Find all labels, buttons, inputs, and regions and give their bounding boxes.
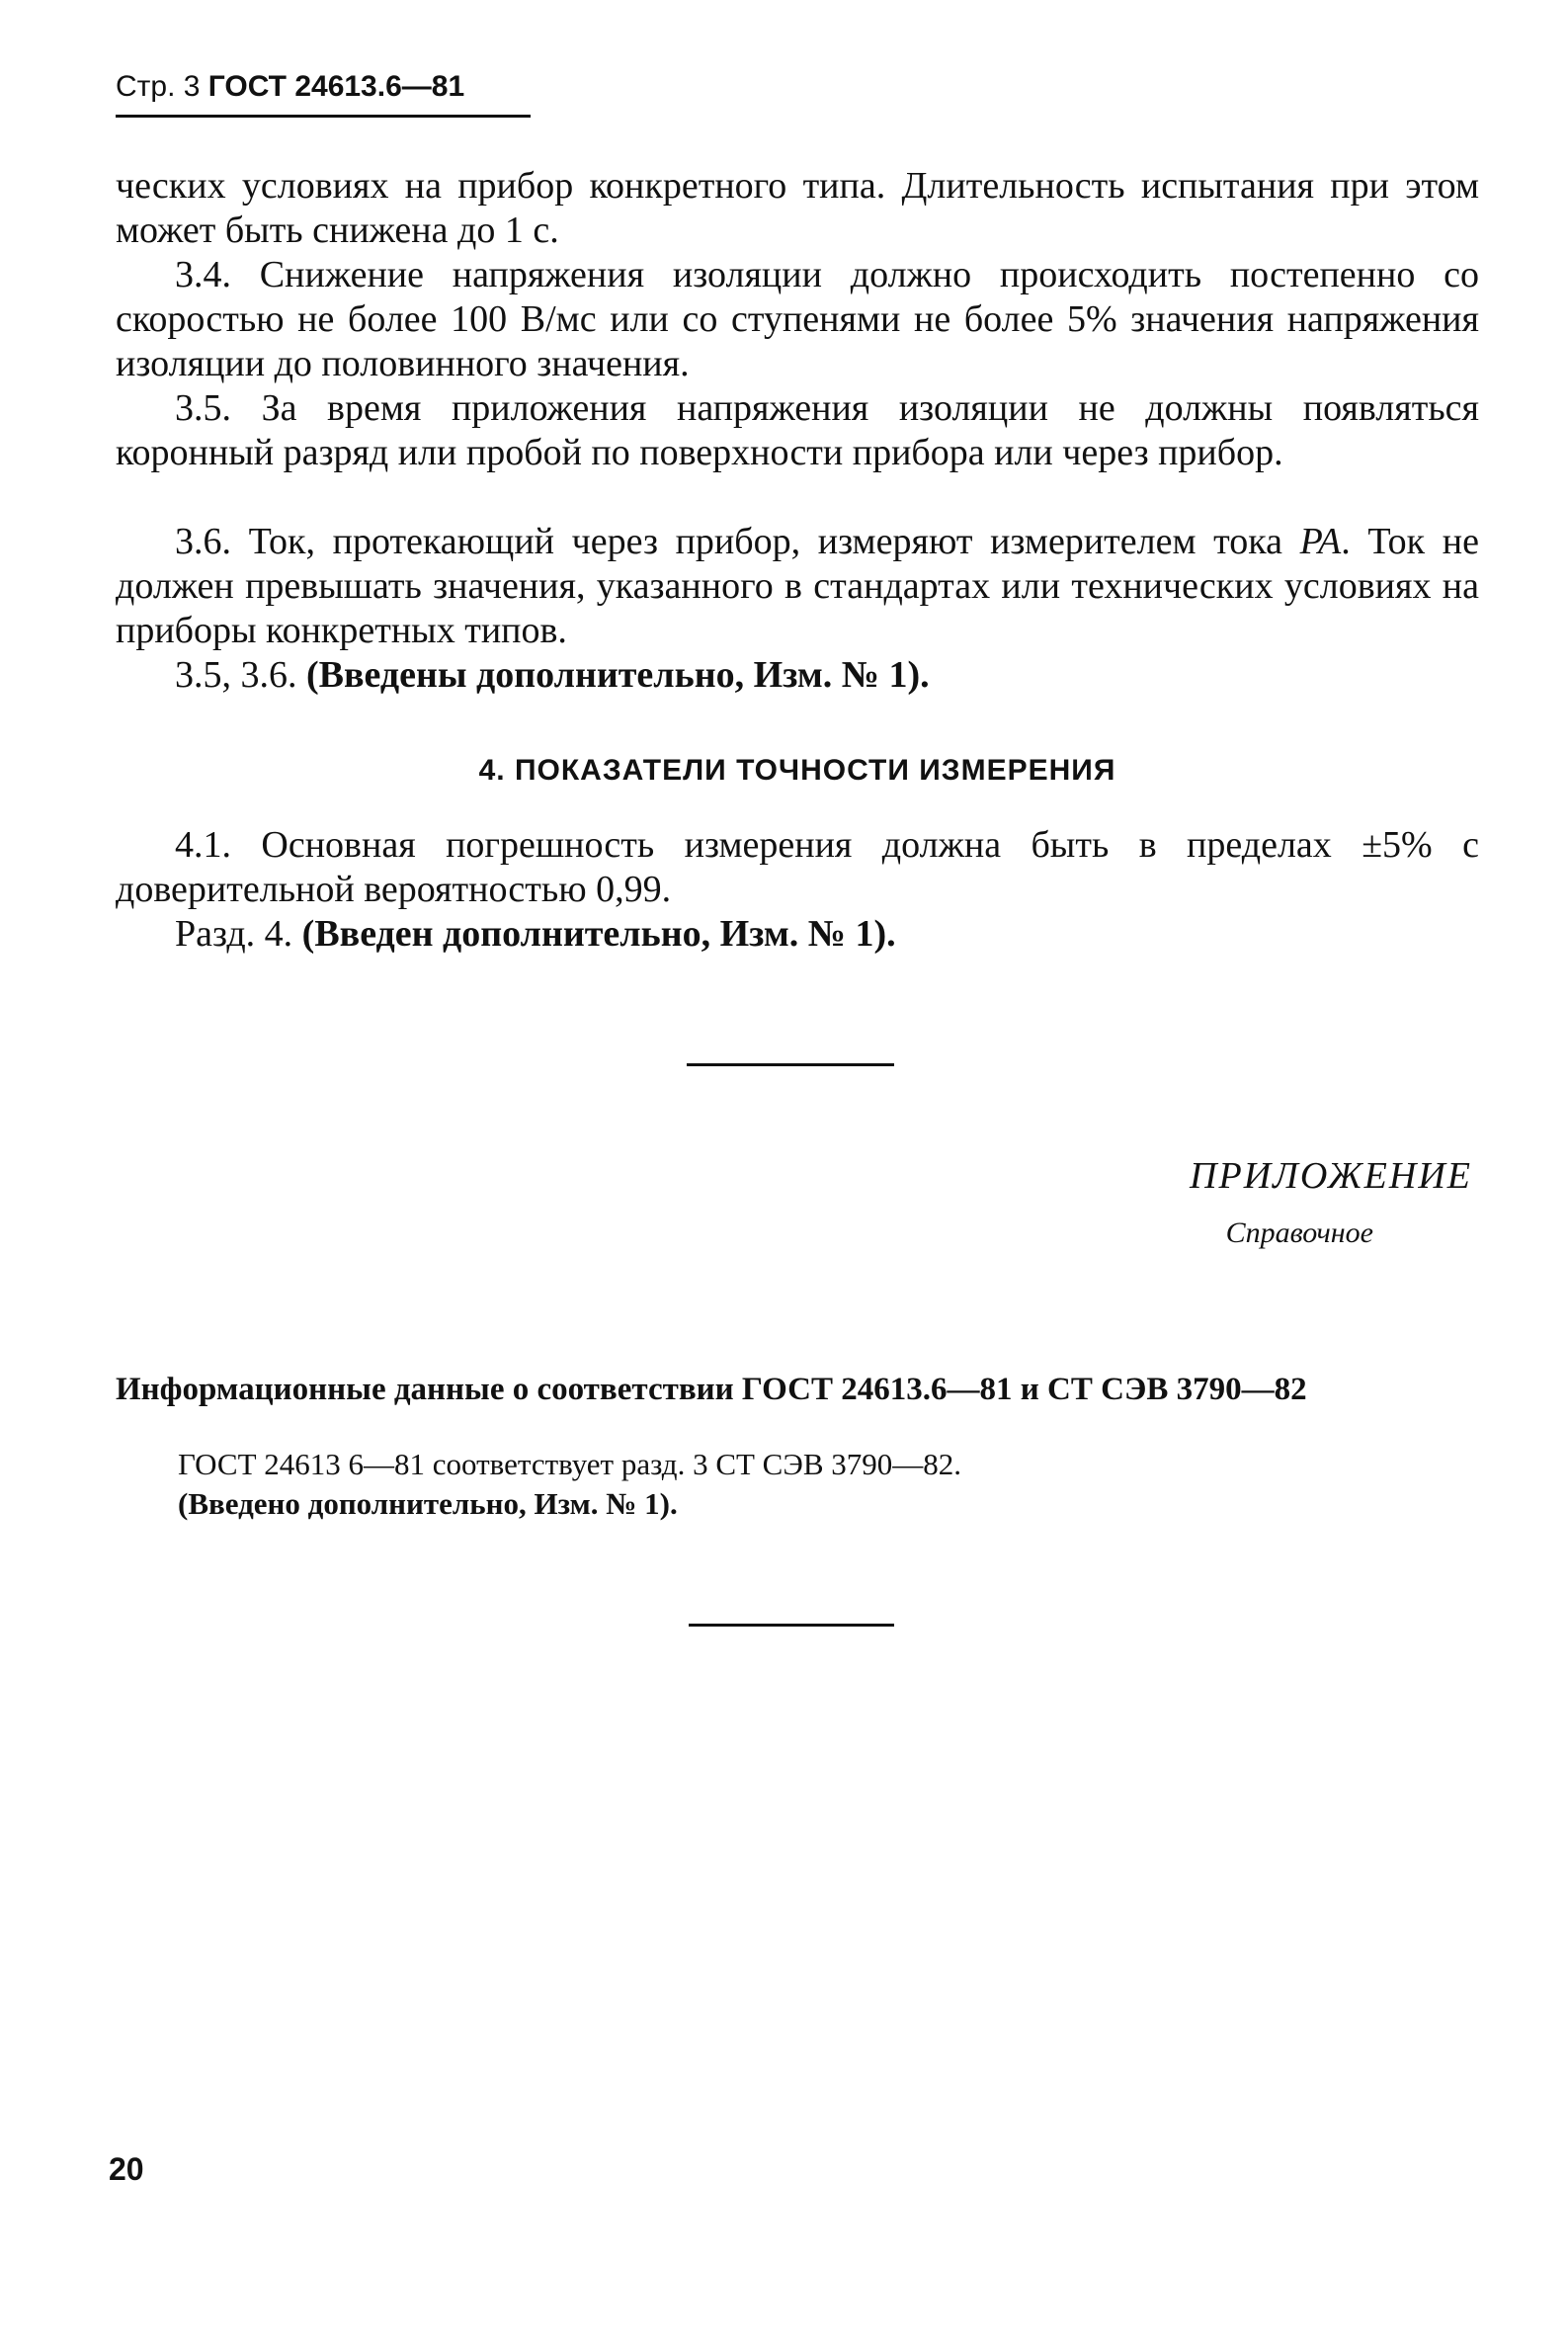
paragraph-3-6-end: . Ток не должен превышать значения, указанного в стандартах или технических условиях на приборы конкретных типов. bbox=[116, 521, 1479, 651]
amendment-note-4 bbox=[116, 912, 1479, 957]
amendment-note-3 bbox=[116, 653, 1479, 698]
paragraph-4-1: 4.1. Основная погрешность измерения должна быть в пределах ±5% с доверительной вероятностью 0,99. bbox=[116, 824, 1479, 910]
paragraph-3-5: 3.5. За время приложения напряжения изоляции не должны появляться коронный разряд или пробой по поверхности прибора или через прибор. bbox=[116, 387, 1479, 473]
separator-rule-bottom bbox=[689, 1624, 894, 1627]
separator-rule bbox=[687, 1063, 894, 1066]
paragraph-3-6 bbox=[116, 520, 1479, 653]
page-number: 20 bbox=[109, 2151, 144, 2187]
appendix-heading: Информационные данные о соответствии ГОСТ 24613.6—81 и СТ СЭВ 3790—82 bbox=[116, 1372, 1307, 1407]
page-label: Стр. 3 bbox=[116, 70, 201, 103]
page-header bbox=[116, 67, 531, 107]
amendment-note-3-text: (Введены дополнительно, Изм. № 1). bbox=[306, 654, 930, 696]
appendix-title: ПРИЛОЖЕНИЕ bbox=[1190, 1155, 1472, 1197]
document-number: ГОСТ 24613.6—81 bbox=[207, 70, 465, 103]
paragraph-3-6-start: 3.6. Ток, протекающий через прибор, измеряют измерителем тока bbox=[175, 521, 1300, 562]
appendix-subtitle: Справочное bbox=[1225, 1216, 1373, 1249]
amendment-note-3-prefix: 3.5, 3.6. bbox=[175, 654, 306, 696]
header-rule bbox=[116, 115, 531, 118]
symbol-pa: PA bbox=[1299, 521, 1342, 562]
appendix-amendment-note: (Введено дополнительно, Изм. № 1). bbox=[178, 1486, 678, 1521]
section-4-heading: 4. ПОКАЗАТЕЛИ ТОЧНОСТИ ИЗМЕРЕНИЯ bbox=[478, 754, 1116, 787]
amendment-note-4-prefix: Разд. 4. bbox=[175, 913, 302, 955]
amendment-note-4-text: (Введен дополнительно, Изм. № 1). bbox=[301, 913, 896, 955]
appendix-correspondence: ГОСТ 24613 6—81 соответствует разд. 3 СТ СЭВ 3790—82. bbox=[178, 1447, 961, 1481]
paragraph-3-4: 3.4. Снижение напряжения изоляции должно происходить постепенно со скоростью не более 100 В/мс или со ступенями не более 5% значения напряжения изоляции до половинного значения. bbox=[116, 254, 1479, 384]
paragraph-continuation: ческих условиях на прибор конкретного типа. Длительность испытания при этом может быть снижена до 1 с. bbox=[116, 165, 1479, 251]
